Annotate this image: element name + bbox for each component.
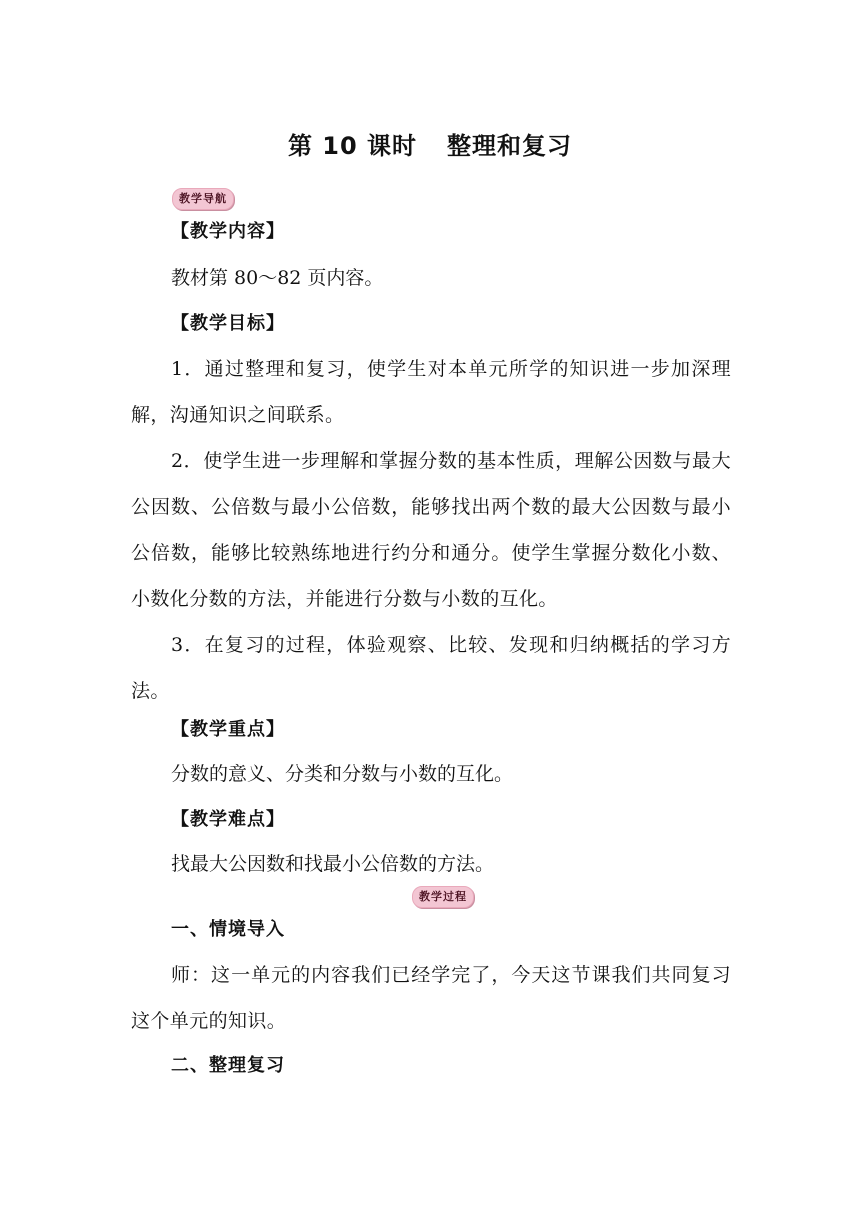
part1-paragraph: 师：这一单元的内容我们已经学完了，今天这节课我们共同复习这个单元的知识。 xyxy=(131,964,731,1032)
key-points-heading: 【教学重点】 xyxy=(171,719,285,740)
goal-2-paragraph: 2．使学生进一步理解和掌握分数的基本性质，理解公因数与最大公因数、公倍数与最小公倍数，能够找出两个数的最大公因数与最小公倍数，能够比较熟练地进行约分和通分。使学生掌握分数化小数、小数化分数的方法，并能进行分数与小数的互化。 xyxy=(131,450,731,610)
lesson-name: 整理和复习 xyxy=(447,132,573,160)
page-title xyxy=(0,128,860,164)
part2-heading: 二、整理复习 xyxy=(171,1055,285,1076)
lesson-number: 第 10 课时 xyxy=(287,132,418,160)
teaching-goals-heading: 【教学目标】 xyxy=(171,313,285,334)
goal-1-paragraph: 1．通过整理和复习，使学生对本单元所学的知识进一步加深理解，沟通知识之间联系。 xyxy=(131,358,731,426)
part1-heading: 一、情境导入 xyxy=(171,919,285,940)
difficult-points-heading: 【教学难点】 xyxy=(171,809,285,830)
key-points-text: 分数的意义、分类和分数与小数的互化。 xyxy=(171,763,514,785)
teaching-content-text: 教材第 80～82 页内容。 xyxy=(171,267,384,289)
teaching-content-heading: 【教学内容】 xyxy=(171,221,285,242)
teaching-navigation-badge: 教学导航 xyxy=(172,188,234,210)
teaching-process-badge: 教学过程 xyxy=(412,886,474,908)
goal-3-paragraph: 3．在复习的过程，体验观察、比较、发现和归纳概括的学习方法。 xyxy=(131,634,731,702)
difficult-points-text: 找最大公因数和找最小公倍数的方法。 xyxy=(171,853,495,875)
